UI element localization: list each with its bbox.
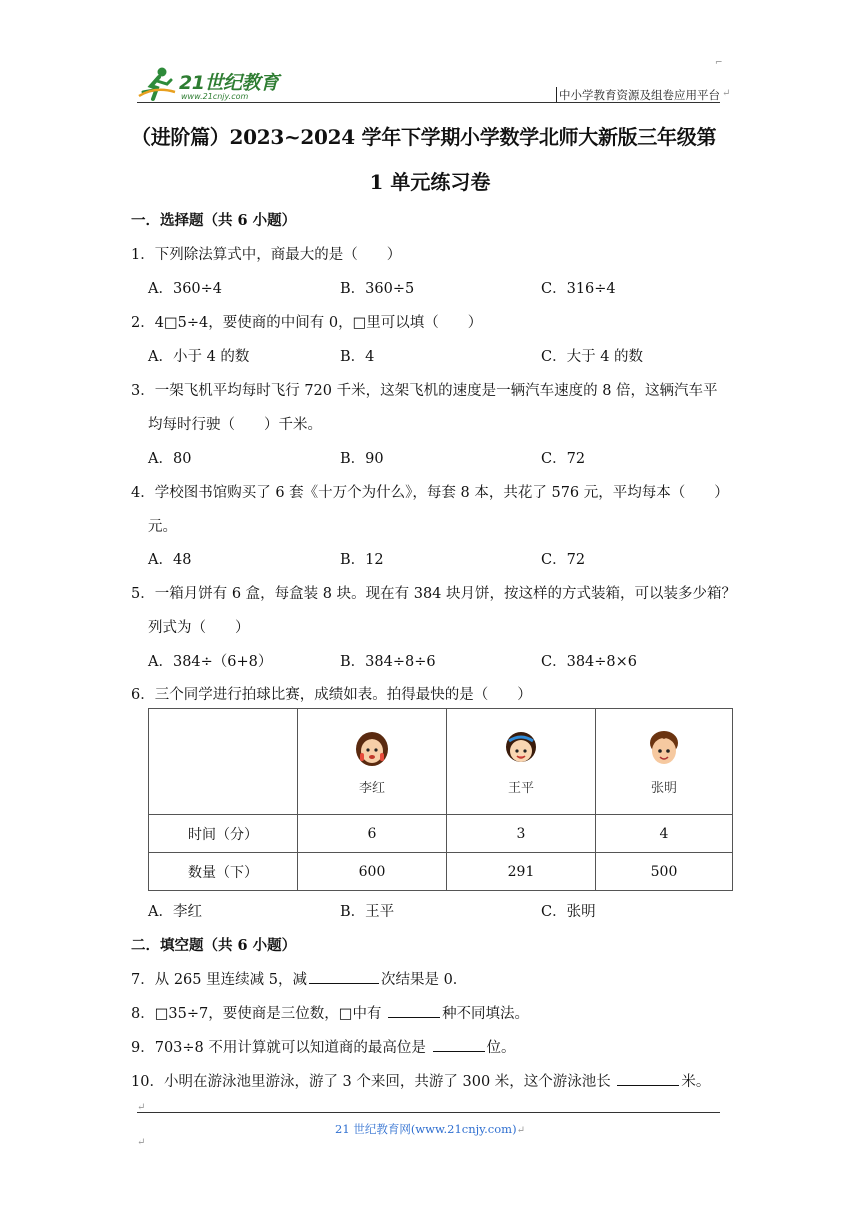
q4-option-c: C．72	[541, 552, 586, 568]
table-cell: 600	[298, 853, 447, 891]
q6-option-c: C．张明	[541, 904, 596, 920]
header-mark: ⌐	[715, 58, 723, 68]
student-name-wangping: 王平	[507, 781, 534, 796]
q10-text-before: 10．小明在游泳池里游泳，游了 3 个来回，共游了 300 米，这个游泳池长	[131, 1074, 616, 1090]
girl-avatar-icon	[501, 727, 541, 769]
site-logo	[137, 66, 287, 106]
table-corner-cell	[149, 709, 298, 815]
q7-text-after: 次结果是 0．	[380, 972, 468, 988]
table-cell: 6	[298, 815, 447, 853]
student-name-zhangming: 张明	[650, 781, 677, 796]
question-3-line1: 3．一架飞机平均每时飞行 720 千米，这架飞机的速度是一辆汽车速度的 8 倍，这辆汽车平	[131, 383, 718, 399]
page-title-line2: 1 单元练习卷	[369, 170, 491, 194]
q2-option-a: A．小于 4 的数	[148, 349, 250, 365]
question-4-line2: 元。	[148, 519, 177, 535]
score-table	[148, 708, 733, 891]
q3-option-a: A．80	[148, 451, 192, 467]
question-1: 1．下列除法算式中，商最大的是（ ）	[131, 247, 402, 263]
question-4-line1: 4．学校图书馆购买了 6 套《十万个为什么》，每套 8 本，共花了 576 元，平均每本（ ）	[131, 485, 729, 501]
student-cell-lihong	[298, 709, 447, 815]
q1-option-b: B．360÷5	[340, 281, 415, 297]
answer-blank	[309, 969, 379, 984]
question-7	[131, 968, 467, 989]
q2-option-c: C．大于 4 的数	[541, 349, 644, 365]
q5-option-b: B．384÷8÷6	[340, 654, 436, 670]
q9-text-before: 9．703÷8 不用计算就可以知道商的最高位是	[131, 1040, 431, 1056]
paragraph-mark: ↵	[722, 88, 731, 99]
paragraph-mark: ↵	[137, 1137, 146, 1148]
q10-text-after: 米。	[681, 1074, 711, 1090]
q6-option-b: B．王平	[340, 904, 395, 920]
answer-blank	[617, 1071, 679, 1086]
paragraph-mark: ↵	[516, 1125, 525, 1136]
q8-text-before: 8．□35÷7，要使商是三位数，□中有	[131, 1006, 387, 1022]
q5-option-c: C．384÷8×6	[541, 654, 638, 670]
student-cell-zhangming	[596, 709, 733, 815]
student-cell-wangping	[447, 709, 596, 815]
q7-text-before: 7．从 265 里连续减 5，减	[131, 972, 307, 988]
paragraph-mark: ↵	[137, 1102, 146, 1113]
question-8	[131, 1002, 529, 1023]
table-row	[149, 815, 733, 853]
section-heading-fill: 二．填空题（共 6 小题）	[131, 937, 297, 954]
answer-blank	[433, 1037, 485, 1052]
table-header-row	[149, 709, 733, 815]
q9-text-after: 位。	[486, 1040, 516, 1056]
table-cell: 500	[596, 853, 733, 891]
table-row	[149, 853, 733, 891]
platform-text: 中小学教育资源及组卷应用平台	[556, 87, 720, 103]
q3-option-c: C．72	[541, 451, 586, 467]
boy-avatar-icon	[644, 727, 684, 769]
q3-option-b: B．90	[340, 451, 384, 467]
answer-blank	[388, 1003, 440, 1018]
question-2: 2．4□5÷4，要使商的中间有 0，□里可以填（ ）	[131, 315, 483, 331]
question-5-line1: 5．一箱月饼有 6 盒，每盒装 8 块。现在有 384 块月饼，按这样的方式装箱，可以装多少箱？	[131, 586, 737, 602]
q5-option-a: A．384÷（6+8）	[148, 654, 273, 670]
row-label-time: 时间（分）	[149, 815, 298, 853]
footer-site-text: 21 世纪教育网(www.21cnjy.com)	[335, 1122, 517, 1136]
question-3-line2: 均每时行驶（ ）千米。	[148, 417, 322, 433]
header-rule	[137, 102, 720, 103]
page-title-line1: （进阶篇）2023~2024 学年下学期小学数学北师大新版三年级第	[131, 125, 717, 149]
logo-url: www.21cnjy.com	[181, 92, 249, 101]
question-6: 6．三个同学进行拍球比赛，成绩如表。拍得最快的是（ ）	[131, 687, 532, 703]
question-9	[131, 1036, 516, 1057]
q4-option-a: A．48	[148, 552, 192, 568]
table-cell: 4	[596, 815, 733, 853]
question-5-line2: 列式为（ ）	[148, 620, 250, 636]
q2-option-b: B．4	[340, 349, 375, 365]
footer-rule	[137, 1112, 720, 1113]
question-10	[131, 1070, 710, 1091]
row-label-count: 数量（下）	[149, 853, 298, 891]
q1-option-a: A．360÷4	[148, 281, 223, 297]
q1-option-c: C．316÷4	[541, 281, 616, 297]
table-cell: 3	[447, 815, 596, 853]
table-cell: 291	[447, 853, 596, 891]
q8-text-after: 种不同填法。	[442, 1006, 530, 1022]
q6-option-a: A．李红	[148, 904, 202, 920]
runner-logo-icon	[137, 66, 177, 104]
girl-avatar-icon	[352, 727, 392, 769]
section-heading-choice: 一．选择题（共 6 小题）	[131, 212, 297, 229]
q4-option-b: B．12	[340, 552, 384, 568]
student-name-lihong: 李红	[358, 781, 385, 796]
logo-text: 21世纪教育	[179, 72, 279, 94]
footer-text	[0, 1121, 860, 1137]
